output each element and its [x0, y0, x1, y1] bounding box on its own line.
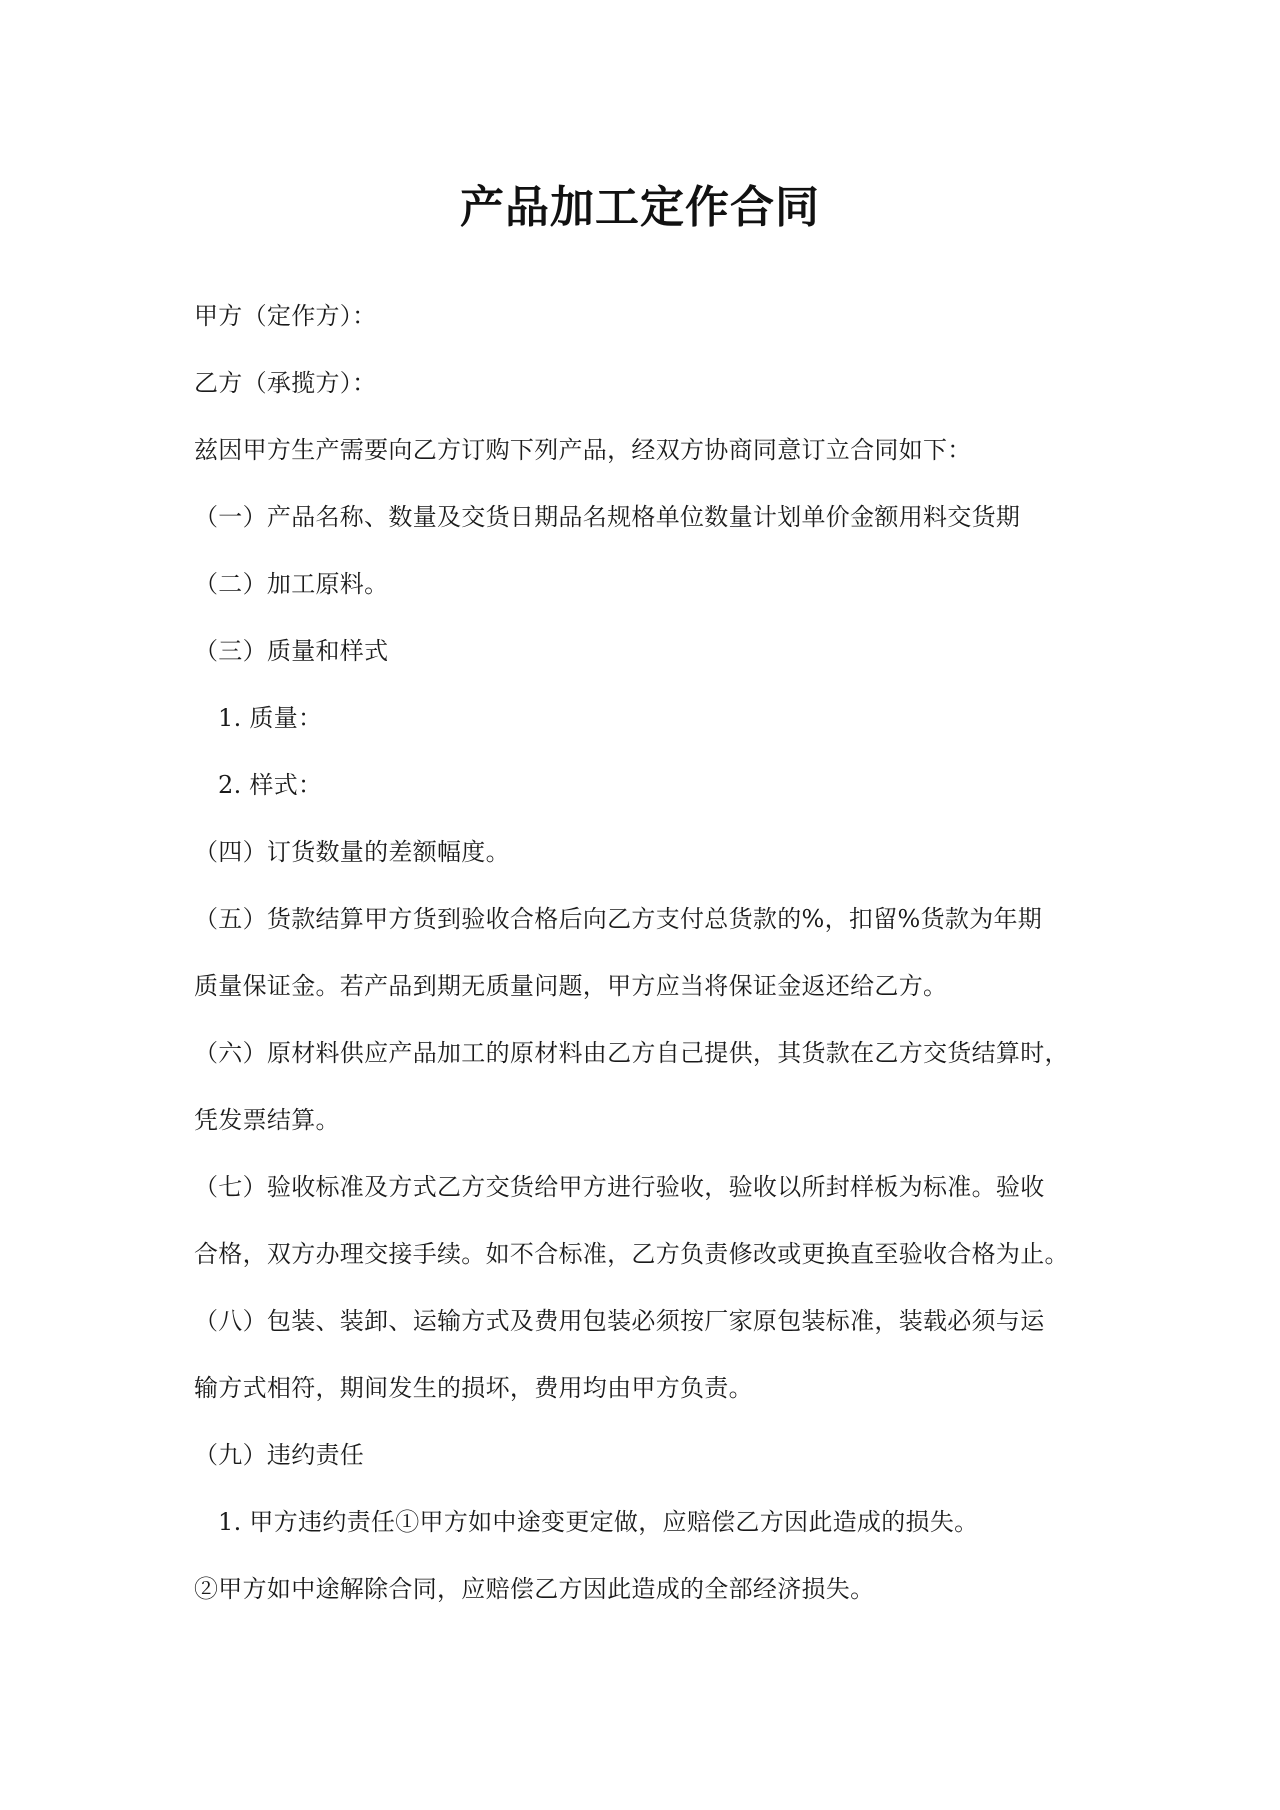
clause-3-item-1: 1. 质量：: [218, 704, 323, 732]
document-title: 产品加工定作合同: [460, 182, 820, 233]
clause-5-line-1: （五）货款结算甲方货到验收合格后向乙方支付总货款的%，扣留%货款为年期: [194, 905, 1043, 933]
clause-6-line-1: （六）原材料供应产品加工的原材料由乙方自己提供，其货款在乙方交货结算时，: [194, 1039, 1069, 1067]
clause-9-item-1-cont: ②甲方如中途解除合同，应赔偿乙方因此造成的全部经济损失。: [194, 1575, 875, 1603]
party-a-line: 甲方（定作方）：: [194, 302, 377, 330]
clause-9-item-1: 1. 甲方违约责任①甲方如中途变更定做，应赔偿乙方因此造成的损失。: [218, 1508, 979, 1536]
clause-7-line-1: （七）验收标准及方式乙方交货给甲方进行验收，验收以所封样板为标准。验收: [194, 1173, 1045, 1201]
clause-4-line: （四）订货数量的差额幅度。: [194, 838, 510, 866]
clause-5-line-2: 质量保证金。若产品到期无质量问题，甲方应当将保证金返还给乙方。: [194, 972, 948, 1000]
clause-8-line-2: 输方式相符，期间发生的损坏，费用均由甲方负责。: [194, 1374, 753, 1402]
clause-2-line: （二）加工原料。: [194, 570, 389, 598]
party-b-line: 乙方（承揽方）：: [194, 369, 377, 397]
preamble-line: 兹因甲方生产需要向乙方订购下列产品，经双方协商同意订立合同如下：: [194, 436, 972, 464]
clause-3-line: （三）质量和样式: [194, 637, 389, 665]
clause-7-line-2: 合格，双方办理交接手续。如不合标准，乙方负责修改或更换直至验收合格为止。: [194, 1240, 1069, 1268]
clause-9-line: （九）违约责任: [194, 1441, 365, 1469]
clause-8-line-1: （八）包装、装卸、运输方式及费用包装必须按厂家原包装标准，装载必须与运: [194, 1307, 1045, 1335]
clause-6-line-2: 凭发票结算。: [194, 1106, 340, 1134]
clause-1-line: （一）产品名称、数量及交货日期品名规格单位数量计划单价金额用料交货期: [194, 503, 1021, 531]
clause-3-item-2: 2. 样式：: [218, 771, 323, 799]
